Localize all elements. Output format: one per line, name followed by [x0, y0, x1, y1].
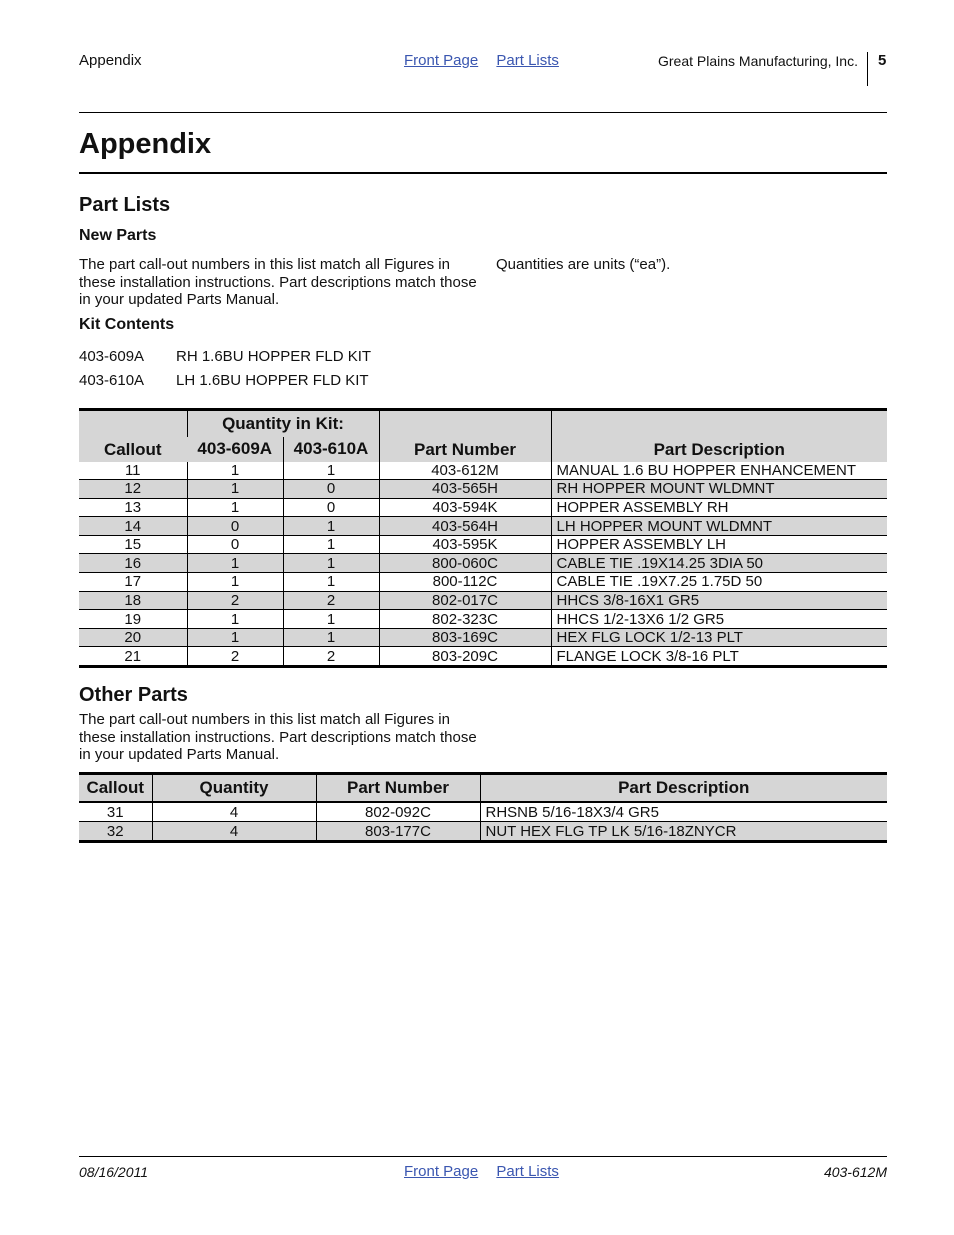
cell-qty-609a: 2	[187, 591, 283, 610]
cell-callout: 12	[79, 480, 187, 499]
cell-qty-609a: 0	[187, 535, 283, 554]
cell-qty-609a: 1	[187, 498, 283, 517]
header-rule	[79, 112, 887, 113]
kit-name: LH 1.6BU HOPPER FLD KIT	[176, 372, 369, 389]
cell-callout: 16	[79, 554, 187, 573]
cell-qty-609a: 1	[187, 480, 283, 499]
table-row	[79, 647, 887, 667]
new-parts-text: The part call-out numbers in this list match all Figures in these installation instructions. Part descriptions match those in your updated Parts Manual.	[79, 256, 477, 308]
cell-description: HHCS 1/2-13X6 1/2 GR5	[551, 610, 887, 629]
cell-qty-609a: 1	[187, 573, 283, 592]
new-parts-heading: New Parts	[79, 227, 157, 244]
cell-callout: 15	[79, 535, 187, 554]
new-parts-table	[79, 408, 887, 668]
table-row	[79, 822, 887, 842]
footer-rule	[79, 1156, 887, 1157]
col-quantity: Quantity	[152, 774, 316, 803]
cell-qty-610a: 1	[283, 554, 379, 573]
cell-callout: 32	[79, 822, 152, 842]
cell-callout: 19	[79, 610, 187, 629]
footer-link-part-lists[interactable]: Part Lists	[496, 1163, 559, 1180]
footer-date: 08/16/2011	[79, 1164, 149, 1180]
cell-qty-610a: 2	[283, 591, 379, 610]
table-row	[79, 802, 887, 822]
cell-description: HHCS 3/8-16X1 GR5	[551, 591, 887, 610]
kit-contents-heading: Kit Contents	[79, 316, 175, 333]
table-row	[79, 554, 887, 573]
cell-description: MANUAL 1.6 BU HOPPER ENHANCEMENT	[551, 462, 887, 480]
table-row	[79, 535, 887, 554]
cell-callout: 17	[79, 573, 187, 592]
cell-description: HOPPER ASSEMBLY LH	[551, 535, 887, 554]
cell-part-number: 803-177C	[316, 822, 480, 842]
col-part-number: Part Number	[379, 410, 551, 462]
col-kit-610a: 403-610A	[283, 437, 379, 462]
cell-part-number: 803-209C	[379, 647, 551, 667]
cell-qty-610a: 0	[283, 480, 379, 499]
kit-row	[79, 372, 369, 389]
cell-part-number: 802-092C	[316, 802, 480, 822]
cell-qty-609a: 1	[187, 628, 283, 647]
cell-callout: 21	[79, 647, 187, 667]
kit-name: RH 1.6BU HOPPER FLD KIT	[176, 348, 372, 365]
cell-description: CABLE TIE .19X14.25 3DIA 50	[551, 554, 887, 573]
cell-qty-609a: 1	[187, 462, 283, 480]
cell-qty-610a: 1	[283, 462, 379, 480]
cell-description: HOPPER ASSEMBLY RH	[551, 498, 887, 517]
table-row	[79, 591, 887, 610]
header-link-front-page[interactable]: Front Page	[404, 52, 479, 69]
cell-part-number: 403-564H	[379, 517, 551, 536]
other-parts-text: The part call-out numbers in this list match all Figures in these installation instructions. Part descriptions match those in your updated Parts Manual.	[79, 711, 477, 763]
header-divider	[867, 52, 868, 86]
cell-part-number: 800-112C	[379, 573, 551, 592]
cell-qty-609a: 1	[187, 554, 283, 573]
kit-code: 403-610A	[79, 372, 145, 389]
cell-part-number: 403-594K	[379, 498, 551, 517]
cell-part-number: 802-017C	[379, 591, 551, 610]
header-section-name: Appendix	[79, 52, 142, 69]
cell-qty-610a: 1	[283, 573, 379, 592]
cell-qty-609a: 0	[187, 517, 283, 536]
table-row	[79, 480, 887, 499]
col-kit-609a: 403-609A	[187, 437, 283, 462]
table-row	[79, 573, 887, 592]
cell-part-number: 802-323C	[379, 610, 551, 629]
table-row	[79, 462, 887, 480]
footer-doc-number: 403-612M	[823, 1164, 887, 1180]
cell-description: FLANGE LOCK 3/8-16 PLT	[551, 647, 887, 667]
col-description: Part Description	[551, 410, 887, 462]
cell-part-number: 403-565H	[379, 480, 551, 499]
col-qty-group: Quantity in Kit:	[187, 410, 379, 437]
kit-row	[79, 348, 371, 365]
table-row	[79, 517, 887, 536]
header-link-part-lists[interactable]: Part Lists	[496, 52, 559, 69]
cell-description: NUT HEX FLG TP LK 5/16-18ZNYCR	[480, 822, 887, 842]
cell-description: RHSNB 5/16-18X3/4 GR5	[480, 802, 887, 822]
header-company: Great Plains Manufacturing, Inc.	[658, 53, 858, 69]
cell-qty-610a: 2	[283, 647, 379, 667]
cell-part-number: 403-595K	[379, 535, 551, 554]
table-row	[79, 498, 887, 517]
cell-part-number: 403-612M	[379, 462, 551, 480]
table-row	[79, 628, 887, 647]
cell-quantity: 4	[152, 822, 316, 842]
footer-nav	[404, 1163, 573, 1180]
cell-description: HEX FLG LOCK 1/2-13 PLT	[551, 628, 887, 647]
cell-description: LH HOPPER MOUNT WLDMNT	[551, 517, 887, 536]
other-parts-heading: Other Parts	[79, 684, 188, 706]
cell-qty-610a: 1	[283, 535, 379, 554]
cell-callout: 14	[79, 517, 187, 536]
cell-quantity: 4	[152, 802, 316, 822]
quantity-note: Quantities are units (“ea”).	[496, 256, 671, 273]
cell-qty-610a: 1	[283, 517, 379, 536]
footer-link-front-page[interactable]: Front Page	[404, 1163, 479, 1180]
header-nav	[404, 52, 573, 69]
title-rule	[79, 172, 887, 174]
page-title: Appendix	[79, 128, 212, 160]
cell-qty-609a: 1	[187, 610, 283, 629]
other-parts-table	[79, 772, 887, 843]
cell-qty-610a: 1	[283, 628, 379, 647]
page-number: 5	[878, 52, 887, 69]
col-description: Part Description	[480, 774, 887, 803]
cell-part-number: 803-169C	[379, 628, 551, 647]
cell-description: RH HOPPER MOUNT WLDMNT	[551, 480, 887, 499]
cell-callout: 20	[79, 628, 187, 647]
cell-callout: 11	[79, 462, 187, 480]
kit-code: 403-609A	[79, 348, 145, 365]
cell-qty-610a: 1	[283, 610, 379, 629]
col-part-number: Part Number	[316, 774, 480, 803]
cell-qty-610a: 0	[283, 498, 379, 517]
col-callout: Callout	[79, 774, 152, 803]
cell-part-number: 800-060C	[379, 554, 551, 573]
cell-qty-609a: 2	[187, 647, 283, 667]
cell-callout: 13	[79, 498, 187, 517]
col-callout: Callout	[79, 410, 187, 462]
cell-description: CABLE TIE .19X7.25 1.75D 50	[551, 573, 887, 592]
cell-callout: 18	[79, 591, 187, 610]
part-lists-heading: Part Lists	[79, 194, 171, 216]
table-row	[79, 610, 887, 629]
cell-callout: 31	[79, 802, 152, 822]
